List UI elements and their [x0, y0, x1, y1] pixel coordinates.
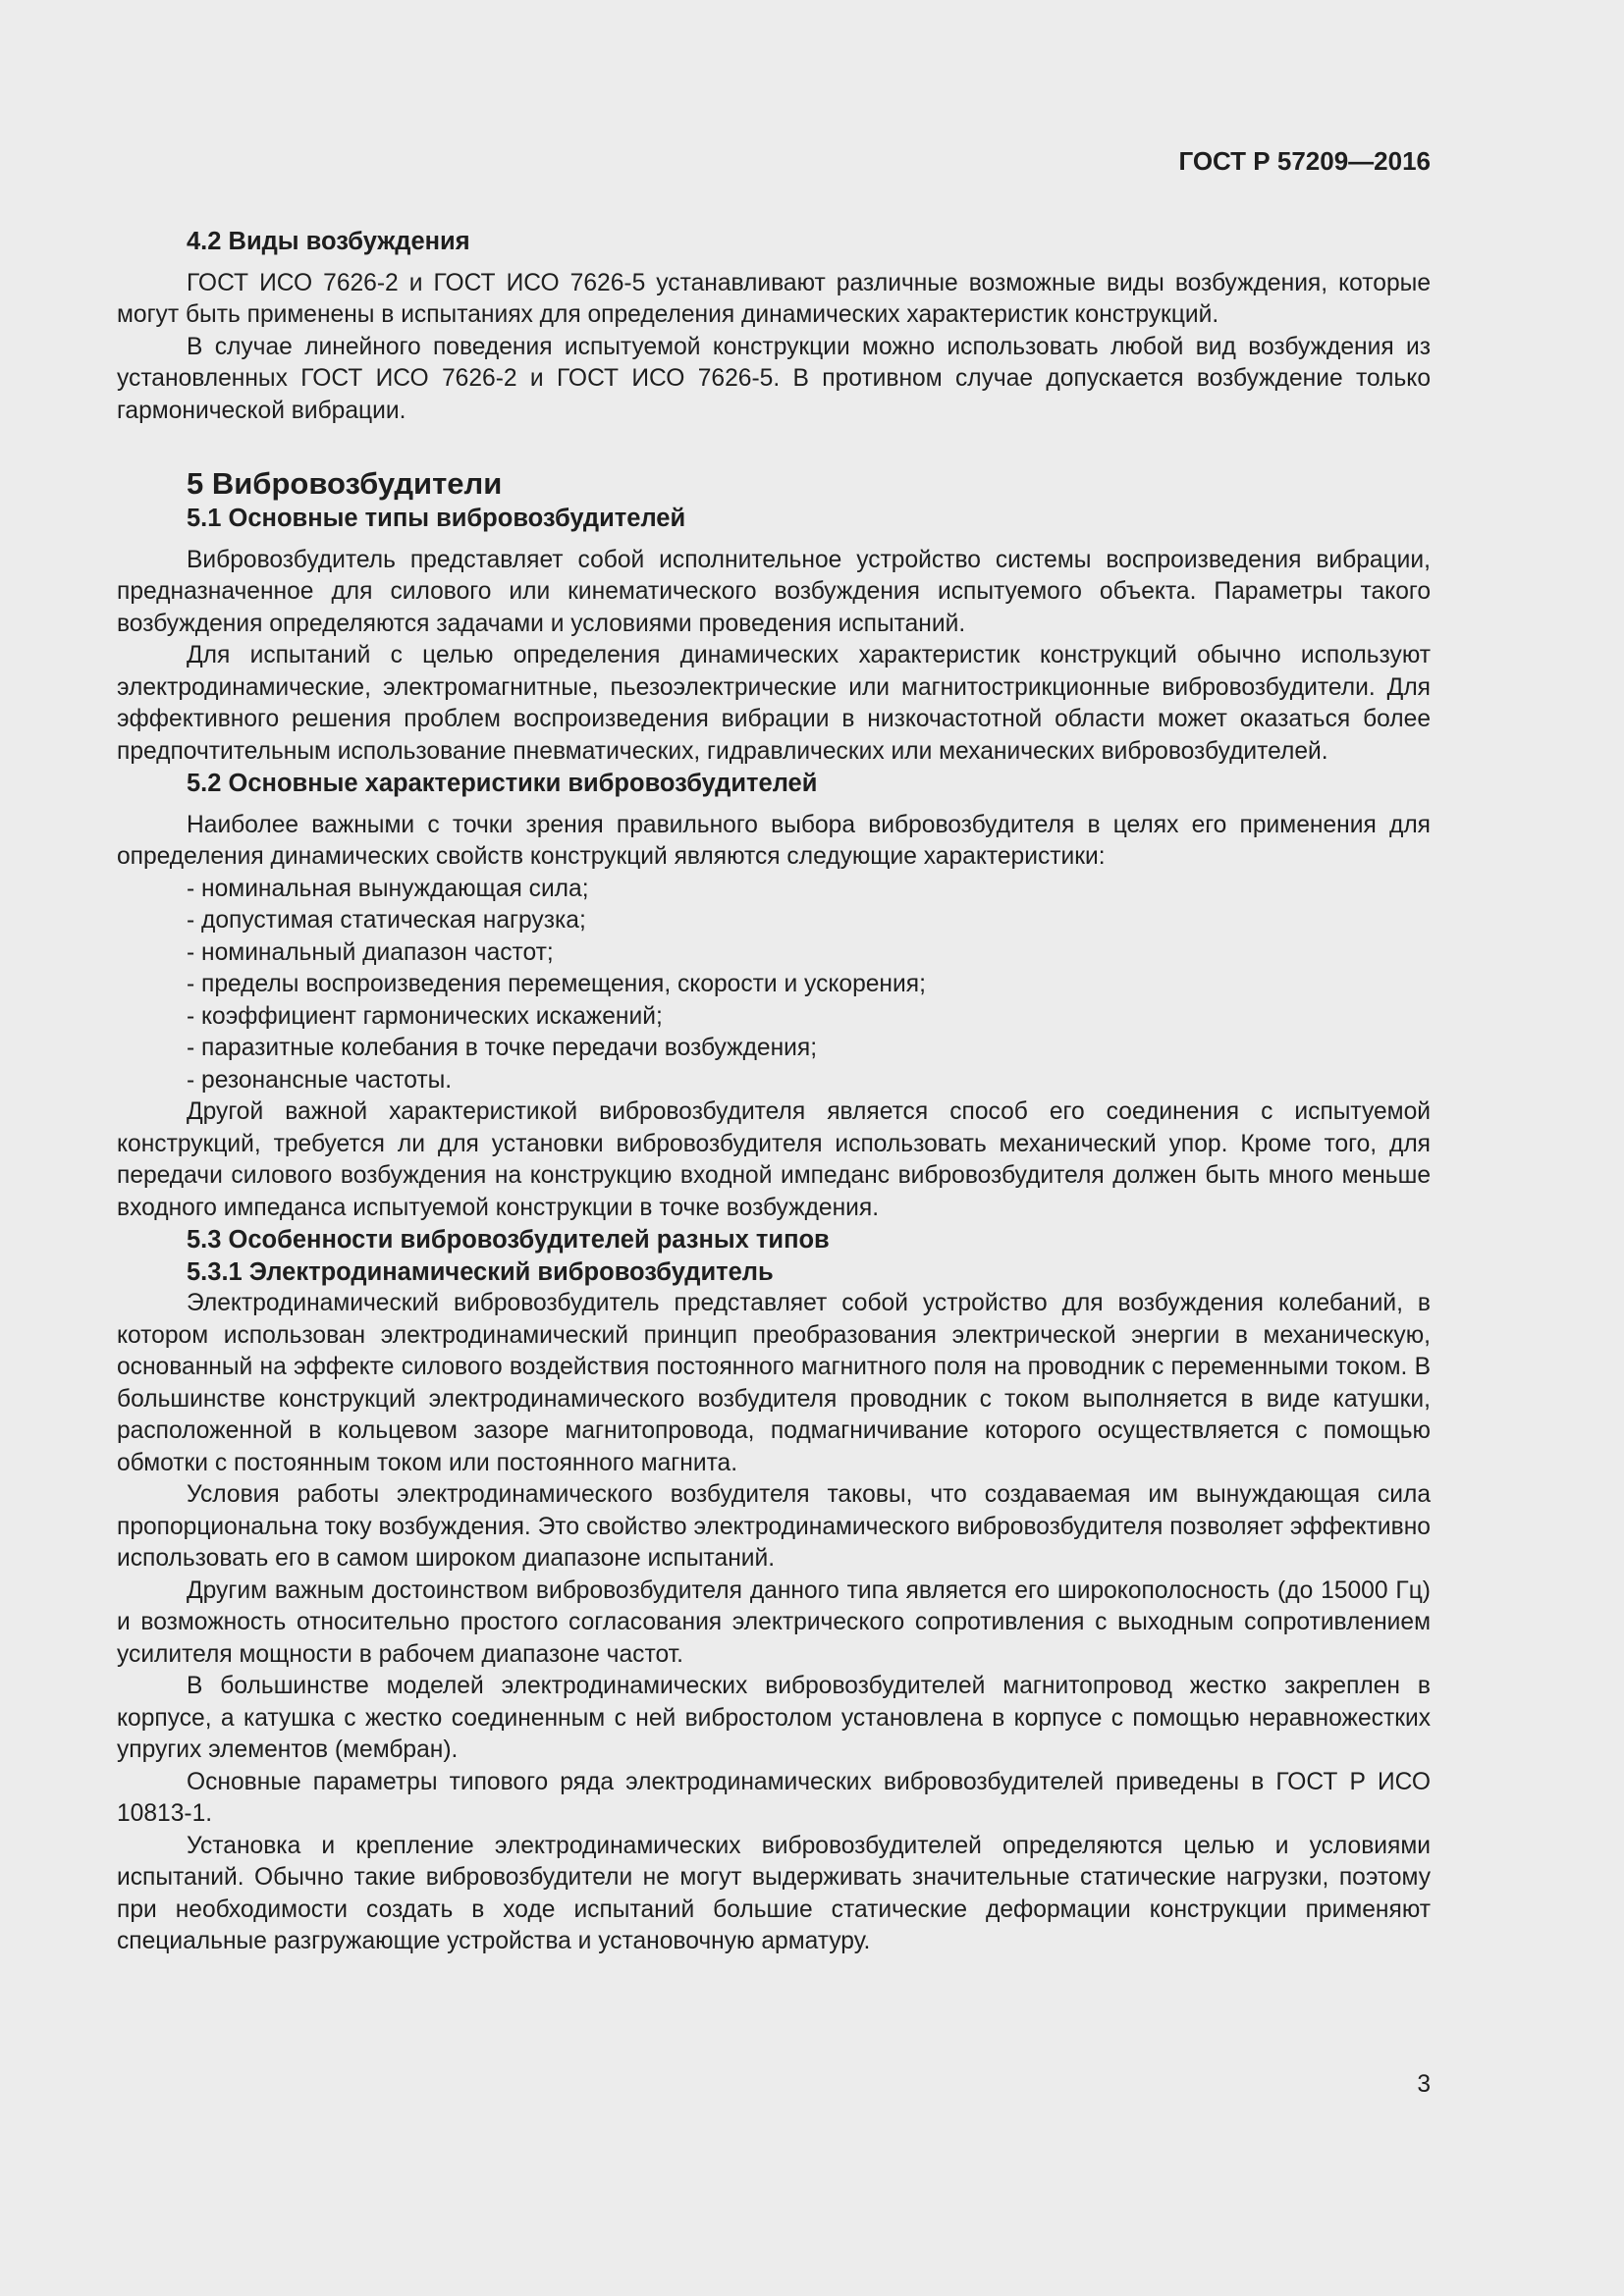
list-item: - коэффициент гармонических искажений; [187, 1002, 663, 1030]
section-5-2-title: 5.2 Основные характеристики вибровозбудителей [187, 770, 818, 797]
document-code-header: ГОСТ Р 57209—2016 [1178, 146, 1431, 176]
section-5-3-1-paragraph-1: Электродинамический вибровозбудитель представляет собой устройство для возбуждения колебаний, в котором использован электродинамический принцип преобразования электрической энергии в механическую, основанный на эффекте силового воздействия постоянного магнитного поля на проводник с переменными током. В большинстве конструкций электродинамического возбудителя проводник с током выполняется в виде катушки, расположенной в кольцевом зазоре магнитопровода, подмагничивание которого осуществляется с помощью обмотки с постоянным током или постоянного магнита. [117, 1290, 1431, 1476]
section-5-3-1-paragraph-6: Установка и крепление электродинамических вибровозбудителей определяются целью и условиями испытаний. Обычно такие вибровозбудители не могут выдерживать значительные статические нагрузки, поэтому при необходимости создать в ходе испытаний большие статические деформации конструкции применяют специальные разгружающие устройства и установочную арматуру. [117, 1832, 1431, 1954]
page-number: 3 [1417, 2071, 1431, 2098]
section-4-2-paragraph-2: В случае линейного поведения испытуемой конструкции можно использовать любой вид возбуждения из установленных ГОСТ ИСО 7626-2 и ГОСТ ИСО 7626-5. В противном случае допускается возбуждение только гармонической вибрации. [117, 333, 1431, 424]
section-5-3-1-title: 5.3.1 Электродинамический вибровозбудитель [187, 1257, 774, 1286]
section-4-2-paragraph-1: ГОСТ ИСО 7626-2 и ГОСТ ИСО 7626-5 устанавливают различные возможные виды возбуждения, которые могут быть применены в испытаниях для определения динамических характеристик конструкций. [117, 269, 1431, 328]
list-item: - номинальный диапазон частот; [187, 938, 554, 966]
section-5-2-paragraph-2: Другой важной характеристикой вибровозбудителя является способ его соединения с испытуемой конструкций, требуется ли для установки вибровозбудителя использовать механический упор. Кроме того, для передачи силового возбуждения на конструкцию входной импеданс вибровозбудителя должен быть много меньше входного импеданса испытуемой конструкции в точке возбуждения. [117, 1098, 1431, 1221]
list-item: - допустимая статическая нагрузка; [187, 907, 586, 934]
section-5-title: 5 Вибровозбудители [187, 466, 503, 501]
section-5-3-1-paragraph-3: Другим важным достоинством вибровозбудителя данного типа является его широкополосность (до 15000 Гц) и возможность относительно простого согласования электрического сопротивления с выходным сопротивлением усилителя мощности в рабочем диапазоне частот. [117, 1576, 1431, 1668]
list-item: - номинальная вынуждающая сила; [187, 875, 589, 902]
characteristics-list [117, 874, 1431, 1097]
section-5-2-paragraph-1: Наиболее важными с точки зрения правильного выбора вибровозбудителя в целях его применения для определения динамических свойств конструкций являются следующие характеристики: [117, 811, 1431, 870]
section-5-1-title: 5.1 Основные типы вибровозбудителей [187, 505, 686, 532]
list-item: - резонансные частоты. [187, 1066, 453, 1094]
section-5-1-paragraph-1: Вибровозбудитель представляет собой исполнительное устройство системы воспроизведения вибрации, предназначенное для силового или кинематического возбуждения испытуемого объекта. Параметры такого возбуждения определяются задачами и условиями проведения испытаний. [117, 546, 1431, 637]
section-5-3-1-paragraph-5: Основные параметры типового ряда электродинамических вибровозбудителей приведены в ГОСТ Р ИСО 10813-1. [117, 1768, 1431, 1827]
list-item: - паразитные колебания в точке передачи возбуждения; [187, 1035, 818, 1061]
section-5-3-1-paragraph-2: Условия работы электродинамического возбудителя таковы, что создаваемая им вынуждающая сила пропорциональна току возбуждения. Это свойство электродинамического вибровозбудителя позволяет эффективно использовать его в самом широком диапазоне испытаний. [117, 1481, 1431, 1572]
section-5-3-title: 5.3 Особенности вибровозбудителей разных типов [187, 1226, 830, 1254]
section-5-1-paragraph-2: Для испытаний с целью определения динамических характеристик конструкций обычно используют электродинамические, электромагнитные, пьезоэлектрические или магнитострикционные вибровозбудители. Для эффективного решения проблем воспроизведения вибрации в низкочастотной области может оказаться более предпочтительным использование пневматических, гидравлических или механических вибровозбудителей. [117, 642, 1431, 765]
section-5-3-1-paragraph-4: В большинстве моделей электродинамических вибровозбудителей магнитопровод жестко закреплен в корпусе, а катушка с жестко соединенным с ней вибростолом установлена в корпусе с помощью неравножестких упругих элементов (мембран). [117, 1673, 1431, 1763]
document-page [117, 145, 1431, 1958]
list-item: - пределы воспроизведения перемещения, скорости и ускорения; [187, 971, 926, 997]
section-4-2-title: 4.2 Виды возбуждения [187, 228, 470, 255]
